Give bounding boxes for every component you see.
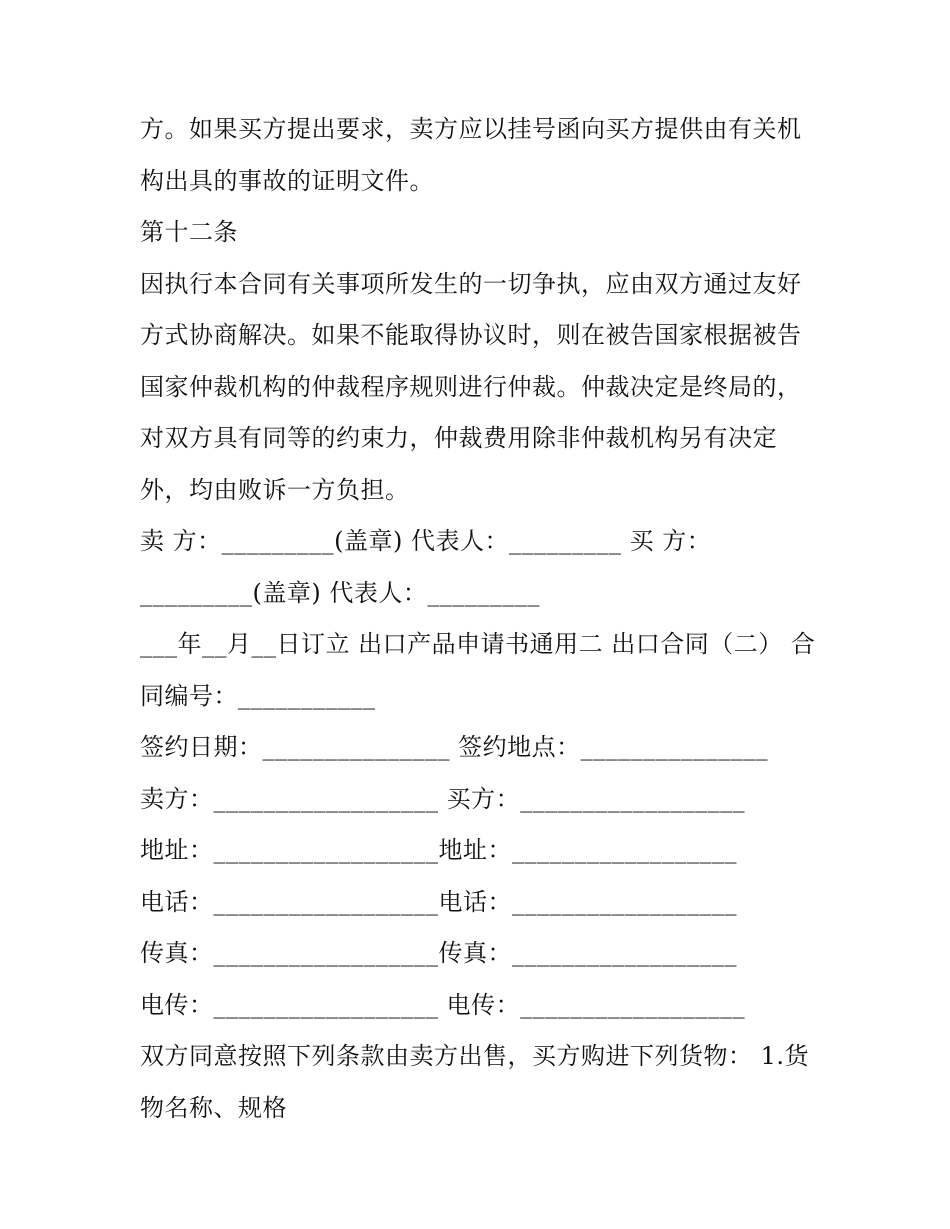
contract-number-line: 同编号：___________ (140, 681, 376, 710)
telex-line: 电传：__________________ 电传：__________________ (140, 990, 746, 1019)
address-line: 地址：__________________地址：__________________ (140, 836, 737, 864)
signature-line: 卖 方：_________(盖章) 代表人：_________ 买 方： (140, 527, 712, 555)
signature-line: _________(盖章) 代表人：_________ (140, 578, 540, 607)
phone-line: 电话：__________________电话：__________________ (140, 887, 737, 916)
party-line: 卖方：__________________ 买方：__________________ (140, 784, 746, 813)
text-line: 方式协商解决。如果不能取得协议时，则在被告国家根据被告 (140, 321, 802, 349)
fax-line: 传真：__________________传真：__________________ (140, 939, 737, 967)
text-line: 双方同意按照下列条款由卖方出售，买方购进下列货物： 1.货 (140, 1042, 810, 1070)
text-line: 外，均由败诉一方负担。 (140, 475, 410, 504)
article-heading: 第十二条 (140, 218, 238, 246)
text-line: 方。如果买方提出要求，卖方应以挂号函向买方提供由有关机 (140, 115, 802, 143)
text-line: 因执行本合同有关事项所发生的一切争执，应由双方通过友好 (140, 269, 802, 298)
text-line: 国家仲裁机构的仲裁程序规则进行仲裁。仲裁决定是终局的， (140, 372, 802, 401)
text-line: 构出具的事故的证明文件。 (140, 166, 434, 195)
text-line: 对双方具有同等的约束力，仲裁费用除非仲裁机构另有决定 (140, 424, 777, 452)
text-line: 物名称、规格 (140, 1093, 287, 1122)
date-title-line: ___年__月__日订立 出口产品申请书通用二 出口合同（二） 合 (140, 630, 816, 658)
sign-date-place-line: 签约日期：_______________ 签约地点：_______________ (140, 733, 769, 761)
document-body (140, 104, 830, 1134)
